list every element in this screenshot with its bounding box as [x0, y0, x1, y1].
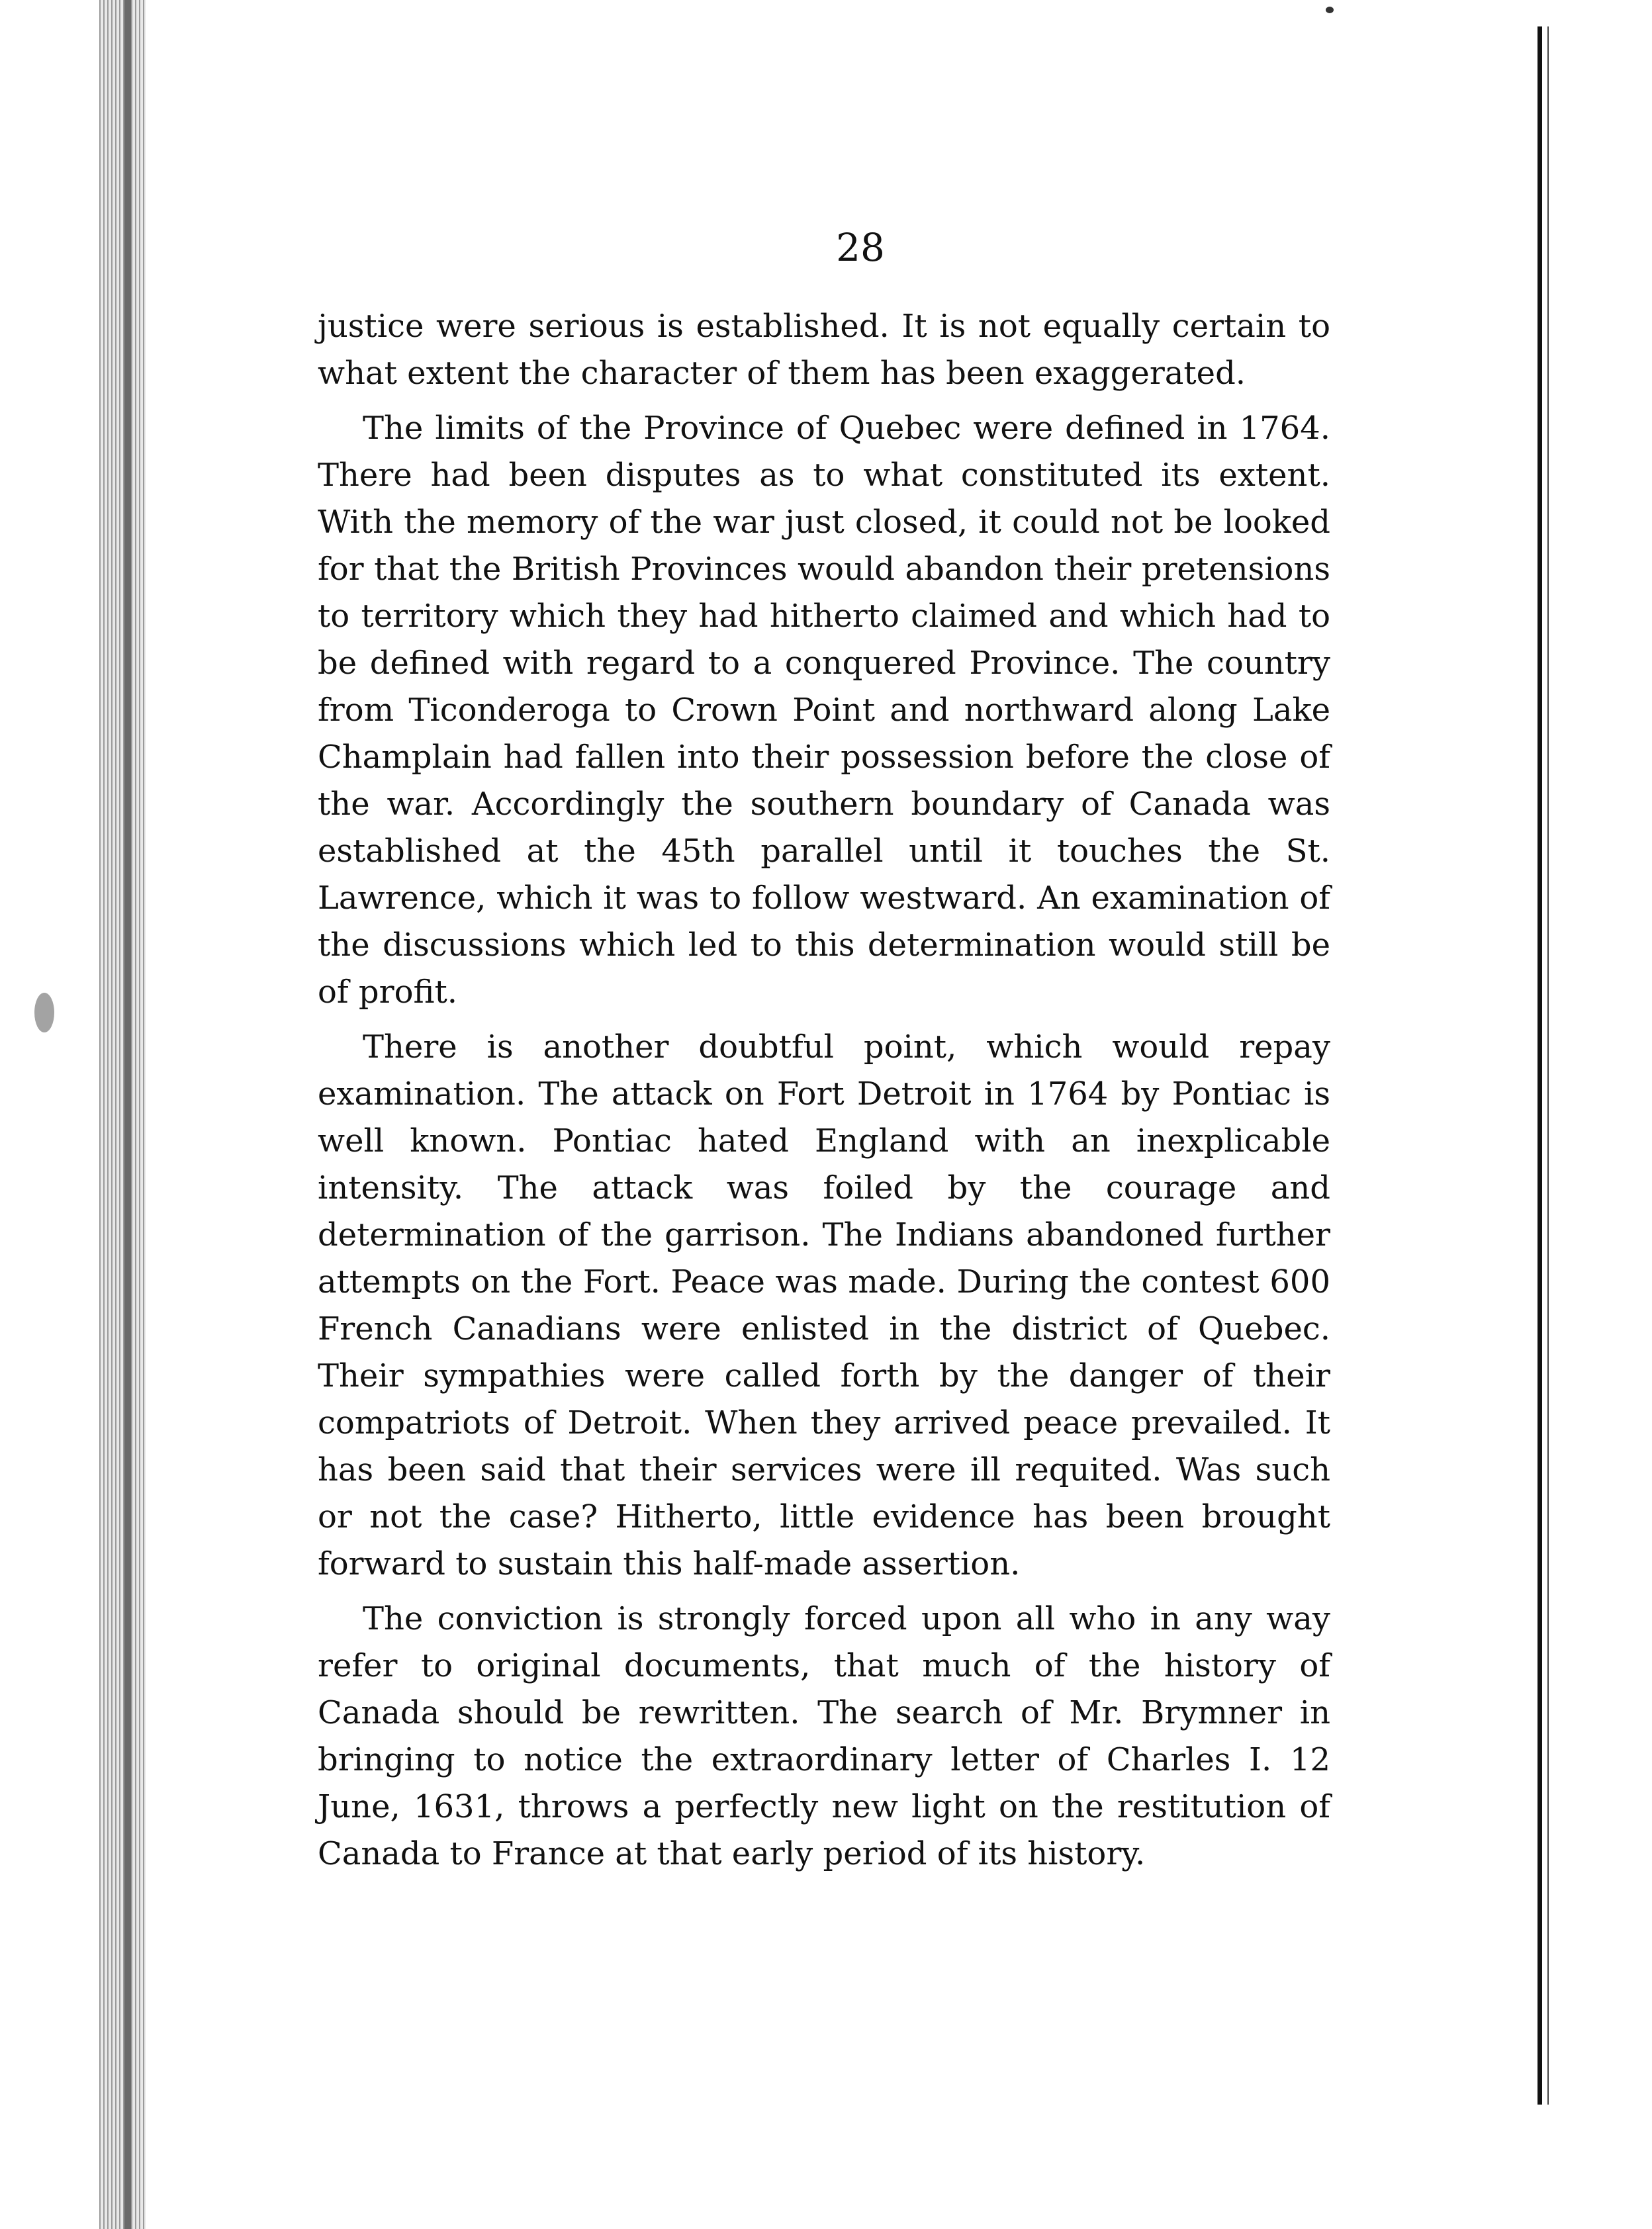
paragraph-fort-detroit: There is another doubtful point, which would repay examination. The attack on Fort Detroit in 1764 by Pontiac is well known. Pontiac hated England with an inexplicable intensity. The attack was foiled by the courage and determination of the garrison. The Indians abandoned further attempts on the Fort. Peace was made. During the contest 600 French Canadians were enlisted in the district of Quebec. Their sympathies were called forth by the danger of their compatriots of Detroit. When they arrived peace prevailed. It has been said that their services were ill requited. Was such or not the case? Hitherto, little evidence has been brought forward to sustain this half-made assertion.	[318, 1028, 1330, 1582]
scan-speck	[1326, 7, 1334, 13]
binding-shadow	[124, 0, 131, 2229]
scan-blot	[34, 993, 54, 1032]
page-edge-right	[1537, 26, 1542, 2105]
paragraph-province-limits: The limits of the Province of Quebec were defined in 1764. There had been disputes as to what constituted its extent. With the memory of the war just closed, it could not be looked for that the British Provinces would abandon their pretensions to territory which they had hitherto claimed and which had to be defined with regard to a conquered Province. The country from Ticonderoga to Crown Point and northward along Lake Champlain had fallen into their possession before the close of the war. Accordingly the southern boundary of Canada was established at the 45th parallel until it touches the St. Lawrence, which it was to follow westward. An examination of the discussions which led to this determination would still be of profit.	[318, 410, 1330, 1011]
page-number: 28	[836, 225, 885, 270]
body-text	[318, 303, 1330, 1886]
paragraph-continuation: justice were serious is established. It is not equally certain to what extent the character of them has been exaggerated.	[318, 308, 1330, 392]
paragraph-conviction: The conviction is strongly forced upon all who in any way refer to original documents, that much of the history of Canada should be rewritten. The search of Mr. Brymner in bringing to notice the extraordinary letter of Charles I. 12 June, 1631, throws a perfectly new light on the restitution of Canada to France at that early period of its history.	[318, 1600, 1330, 1872]
page-edge-right-line	[1547, 26, 1549, 2105]
binding-edge-left	[99, 0, 146, 2229]
